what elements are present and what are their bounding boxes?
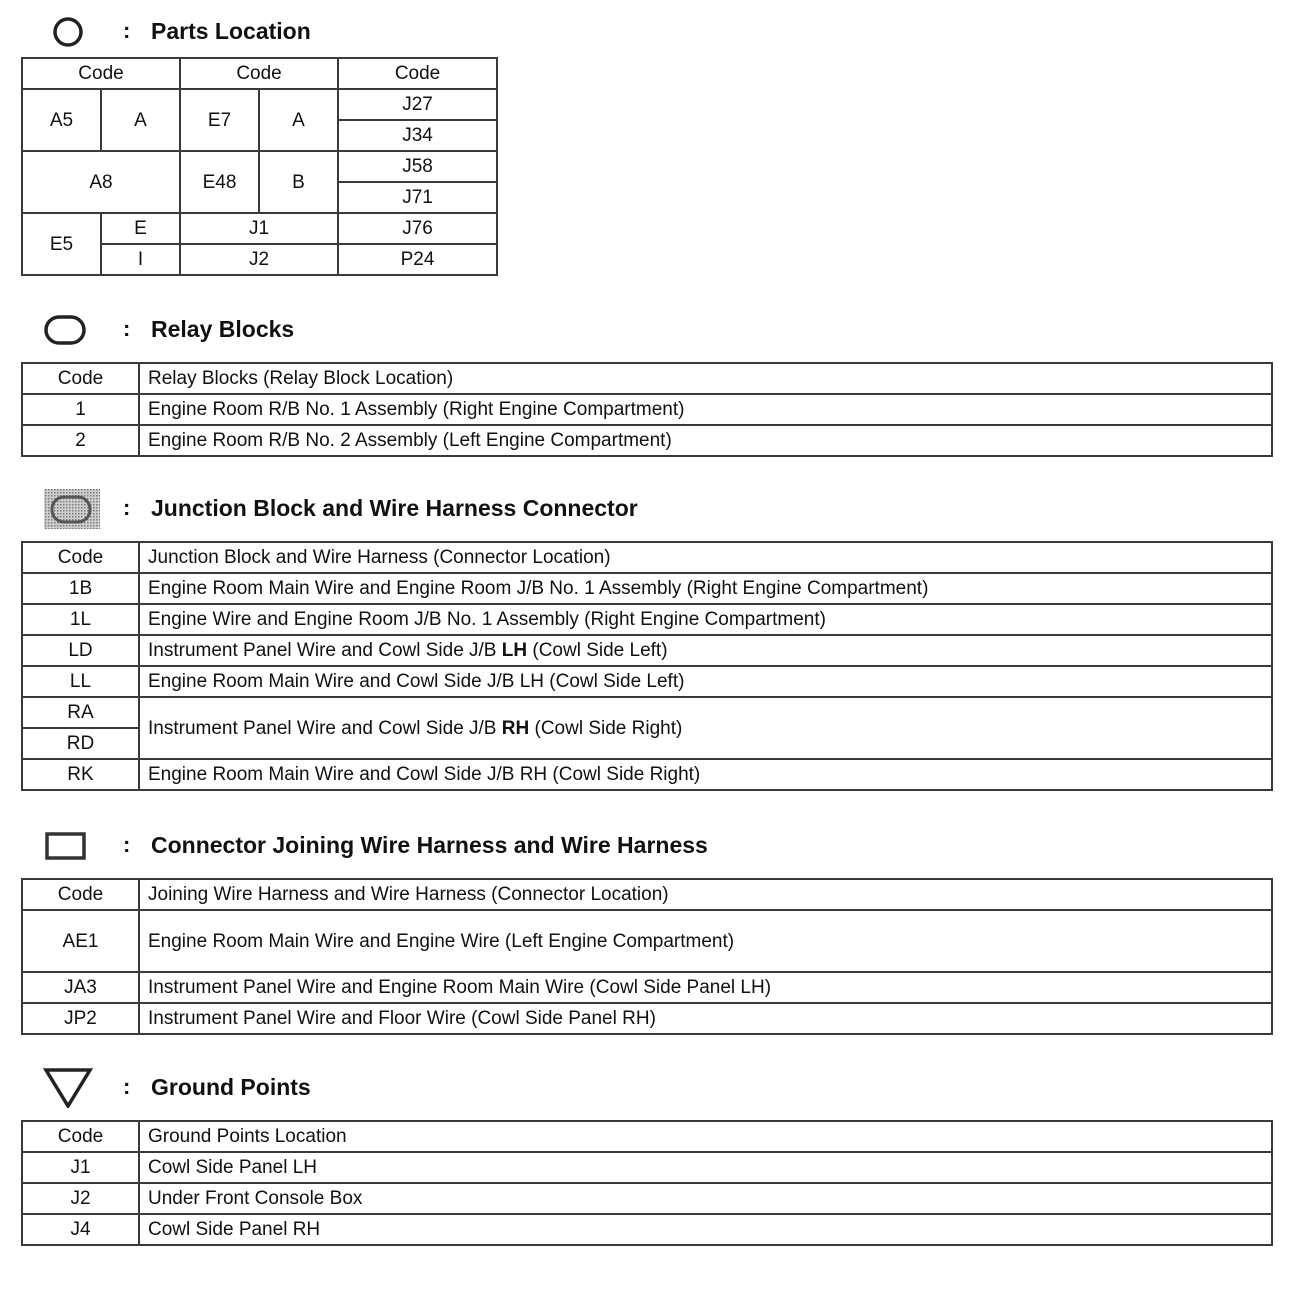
parts-location-table: [21, 57, 498, 276]
table-row: [22, 697, 1272, 728]
rectangle-icon: [0, 826, 100, 866]
circle-icon: [0, 12, 100, 52]
location-cell: Cowl Side Panel LH: [139, 1152, 1272, 1183]
code-cell: JA3: [22, 972, 139, 1003]
table-row: [22, 1183, 1272, 1214]
ground-points-table: [21, 1120, 1273, 1246]
code-cell: LD: [22, 635, 139, 666]
junction-block-heading: [0, 489, 900, 529]
table-row: [22, 759, 1272, 790]
location-cell: Instrument Panel Wire and Floor Wire (Cowl Side Panel RH): [139, 1003, 1272, 1034]
code-header: Code: [22, 1121, 139, 1152]
code-cell: J1: [180, 213, 338, 244]
code-cell: A5: [22, 89, 101, 151]
table-row: [22, 666, 1272, 697]
table-row: [22, 1003, 1272, 1034]
code-cell: J76: [338, 213, 497, 244]
code-cell: 1: [22, 394, 139, 425]
location-cell: B: [259, 151, 338, 213]
heading-colon: :: [123, 18, 131, 43]
side-emphasis: RH: [501, 717, 530, 739]
location-cell: E: [101, 213, 180, 244]
relay-blocks-title: Relay Blocks: [151, 316, 295, 342]
location-cell: A: [259, 89, 338, 151]
code-header: Code: [180, 58, 338, 89]
code-cell: E7: [180, 89, 259, 151]
relay-blocks-heading: [0, 310, 900, 350]
code-cell: J27: [338, 89, 497, 120]
heading-colon: :: [123, 495, 131, 520]
location-cell: Instrument Panel Wire and Engine Room Main Wire (Cowl Side Panel LH): [139, 972, 1272, 1003]
table-row: [22, 635, 1272, 666]
location-text: (Cowl Side Right): [529, 717, 683, 739]
junction-block-table: [21, 541, 1273, 791]
connector-heading: [0, 826, 900, 866]
location-cell: Engine Room Main Wire and Engine Room J/B No. 1 Assembly (Right Engine Compartment): [139, 573, 1272, 604]
shaded-rounded-rectangle-icon: [0, 489, 100, 529]
table-row: [22, 1152, 1272, 1183]
code-cell: RA: [22, 697, 139, 728]
location-cell: Cowl Side Panel RH: [139, 1214, 1272, 1245]
code-cell: J2: [22, 1183, 139, 1214]
ground-points-heading: [0, 1068, 900, 1108]
location-cell: Engine Room Main Wire and Cowl Side J/B LH (Cowl Side Left): [139, 666, 1272, 697]
location-cell: Engine Room R/B No. 1 Assembly (Right Engine Compartment): [139, 394, 1272, 425]
parts-location-title: Parts Location: [151, 18, 311, 44]
rounded-rectangle-icon: [0, 310, 100, 350]
location-cell: Under Front Console Box: [139, 1183, 1272, 1214]
location-header: Junction Block and Wire Harness (Connector Location): [139, 542, 1272, 573]
table-row: [22, 972, 1272, 1003]
code-header: Code: [338, 58, 497, 89]
table-row: [22, 394, 1272, 425]
code-cell: 1B: [22, 573, 139, 604]
location-cell: Engine Room R/B No. 2 Assembly (Left Engine Compartment): [139, 425, 1272, 456]
code-cell: LL: [22, 666, 139, 697]
code-cell: 2: [22, 425, 139, 456]
table-row: [22, 1214, 1272, 1245]
code-cell: J71: [338, 182, 497, 213]
code-cell: 1L: [22, 604, 139, 635]
code-cell: E48: [180, 151, 259, 213]
location-text: Instrument Panel Wire and Cowl Side J/B: [148, 717, 502, 739]
heading-colon: :: [123, 316, 131, 341]
code-header: Code: [22, 58, 180, 89]
table-row: [22, 425, 1272, 456]
code-cell: J1: [22, 1152, 139, 1183]
code-cell: A8: [22, 151, 180, 213]
code-header: Code: [22, 879, 139, 910]
location-cell: I: [101, 244, 180, 275]
location-header: Relay Blocks (Relay Block Location): [139, 363, 1272, 394]
junction-block-title: Junction Block and Wire Harness Connector: [151, 495, 638, 521]
location-cell: Engine Room Main Wire and Engine Wire (Left Engine Compartment): [139, 910, 1272, 972]
table-row: [22, 604, 1272, 635]
code-cell: RK: [22, 759, 139, 790]
location-header: Joining Wire Harness and Wire Harness (Connector Location): [139, 879, 1272, 910]
heading-colon: :: [123, 832, 131, 857]
parts-location-heading: [0, 12, 900, 52]
ground-points-title: Ground Points: [151, 1074, 311, 1100]
code-cell: J58: [338, 151, 497, 182]
triangle-icon: [0, 1068, 100, 1108]
code-cell: J4: [22, 1214, 139, 1245]
location-cell: [139, 635, 1272, 666]
code-header: Code: [22, 542, 139, 573]
location-cell: Engine Room Main Wire and Cowl Side J/B RH (Cowl Side Right): [139, 759, 1272, 790]
heading-colon: :: [123, 1074, 131, 1099]
code-cell: P24: [338, 244, 497, 275]
location-cell: [139, 697, 1272, 759]
code-header: Code: [22, 363, 139, 394]
relay-blocks-table: [21, 362, 1273, 457]
code-cell: J2: [180, 244, 338, 275]
code-cell: AE1: [22, 910, 139, 972]
table-row: [22, 573, 1272, 604]
location-text: (Cowl Side Left): [527, 640, 668, 661]
location-text: Instrument Panel Wire and Cowl Side J/B: [148, 640, 502, 661]
code-cell: J34: [338, 120, 497, 151]
connector-title: Connector Joining Wire Harness and Wire Harness: [151, 832, 708, 858]
code-cell: E5: [22, 213, 101, 275]
location-cell: Engine Wire and Engine Room J/B No. 1 Assembly (Right Engine Compartment): [139, 604, 1272, 635]
connector-table: [21, 878, 1273, 1035]
location-cell: A: [101, 89, 180, 151]
location-header: Ground Points Location: [139, 1121, 1272, 1152]
code-cell: JP2: [22, 1003, 139, 1034]
side-emphasis: LH: [501, 640, 528, 661]
table-row: [22, 910, 1272, 972]
code-cell: RD: [22, 728, 139, 759]
